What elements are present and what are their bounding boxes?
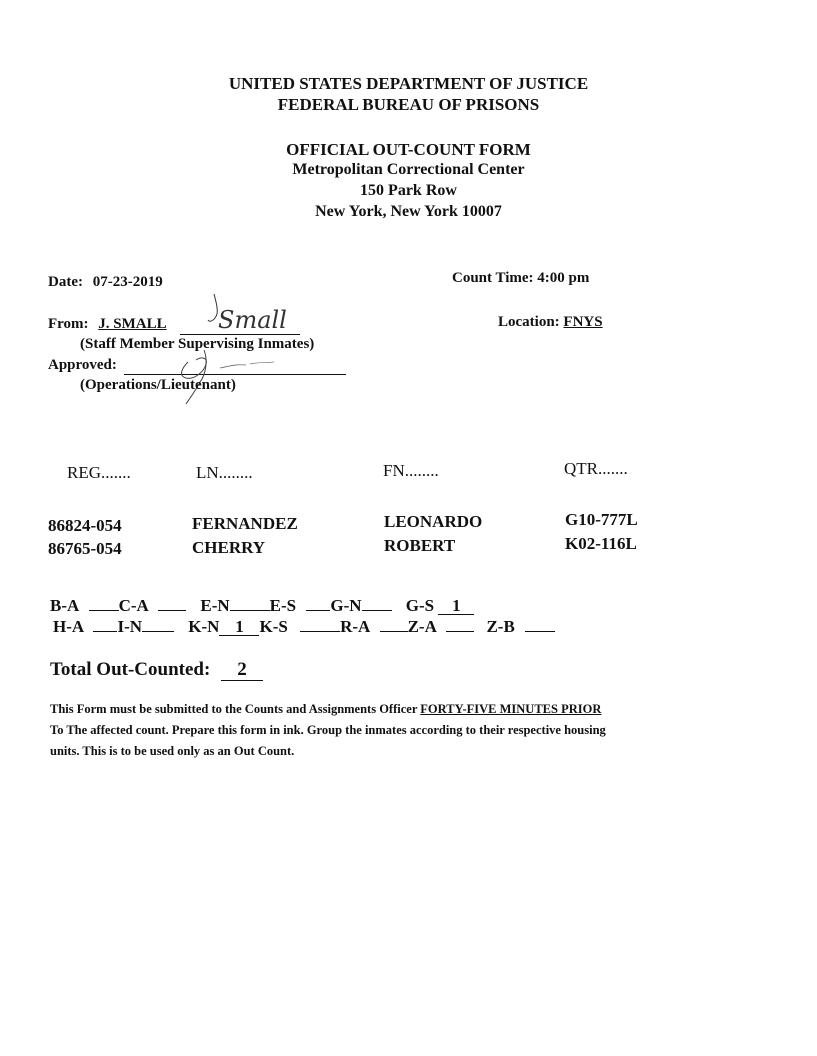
unit-label: R-A bbox=[340, 617, 370, 636]
unit-count bbox=[89, 594, 119, 611]
unit-label: B-A bbox=[50, 596, 79, 615]
unit-count bbox=[158, 594, 186, 611]
unit-count bbox=[300, 615, 340, 632]
facility-street: 150 Park Row bbox=[360, 182, 457, 199]
count-time-row bbox=[452, 270, 589, 287]
footer-line-1 bbox=[50, 702, 601, 717]
table-cell-qtr: K02-116L bbox=[565, 534, 637, 553]
from-label: From: bbox=[48, 316, 89, 332]
table-cell-fn: LEONARDO bbox=[384, 512, 483, 531]
approved-signature bbox=[160, 338, 310, 413]
total-row bbox=[50, 659, 263, 681]
approved-label: Approved: bbox=[48, 357, 117, 373]
from-value: J. SMALL bbox=[98, 316, 167, 332]
unit-label: G-S bbox=[405, 596, 435, 615]
from-signature-text: Small bbox=[218, 306, 287, 334]
footer-line-2: To The affected count. Prepare this form in ink. Group the inmates according to their respective housing bbox=[50, 723, 606, 737]
facility-name: Metropolitan Correctional Center bbox=[292, 161, 525, 178]
header-department: UNITED STATES DEPARTMENT OF JUSTICE bbox=[228, 74, 589, 93]
unit-count bbox=[93, 615, 117, 632]
unit-count bbox=[306, 594, 330, 611]
unit-label: E-N bbox=[200, 596, 230, 615]
unit-count bbox=[142, 615, 174, 632]
location-value: FNYS bbox=[563, 314, 603, 330]
unit-label: C-A bbox=[118, 596, 148, 615]
unit-count bbox=[446, 615, 474, 632]
date-row bbox=[48, 274, 163, 291]
unit-count bbox=[362, 594, 392, 611]
location-row bbox=[498, 314, 603, 331]
unit-count: 1 bbox=[438, 598, 474, 615]
unit-label: Z-A bbox=[407, 617, 436, 636]
table-cell-reg: 86824-054 bbox=[48, 516, 122, 535]
unit-label: K-S bbox=[259, 617, 288, 636]
facility-city: New York, New York 10007 bbox=[315, 203, 502, 220]
count-time-value: 4:00 pm bbox=[537, 270, 590, 286]
unit-label: K-N bbox=[188, 617, 220, 636]
column-fn: FN........ bbox=[383, 461, 439, 480]
column-reg: REG....... bbox=[67, 463, 131, 482]
total-value: 2 bbox=[221, 660, 263, 681]
unit-label: E-S bbox=[269, 596, 297, 615]
unit-count bbox=[525, 615, 555, 632]
date-value: 07-23-2019 bbox=[92, 274, 163, 290]
header-bureau: FEDERAL BUREAU OF PRISONS bbox=[277, 95, 540, 114]
unit-count bbox=[230, 594, 270, 611]
location-label: Location: bbox=[498, 314, 560, 330]
units-row-1 bbox=[50, 594, 474, 616]
table-cell-ln: CHERRY bbox=[192, 538, 266, 557]
total-label: Total Out-Counted: bbox=[50, 659, 211, 680]
footer-text: This Form must be submitted to the Counts and Assignments Officer bbox=[50, 702, 421, 716]
from-signature bbox=[200, 290, 310, 341]
unit-label: G-N bbox=[330, 596, 362, 615]
unit-label: I-N bbox=[117, 617, 143, 636]
unit-label: H-A bbox=[53, 617, 84, 636]
units-row-2 bbox=[53, 615, 555, 637]
column-qtr: QTR....... bbox=[564, 459, 628, 478]
footer-emphasis: FORTY-FIVE MINUTES PRIOR bbox=[420, 702, 602, 716]
from-row bbox=[48, 316, 167, 333]
form-title: OFFICIAL OUT-COUNT FORM bbox=[286, 140, 531, 159]
column-ln: LN........ bbox=[196, 463, 253, 482]
date-label: Date: bbox=[48, 274, 83, 290]
unit-count: 1 bbox=[219, 619, 259, 636]
table-cell-ln: FERNANDEZ bbox=[192, 514, 298, 533]
footer-line-3: units. This is to be used only as an Out Count. bbox=[50, 744, 295, 758]
table-cell-qtr: G10-777L bbox=[565, 510, 638, 529]
unit-count bbox=[380, 615, 408, 632]
count-time-label: Count Time: bbox=[452, 270, 534, 286]
table-cell-fn: ROBERT bbox=[384, 536, 456, 555]
table-cell-reg: 86765-054 bbox=[48, 539, 122, 558]
unit-label: Z-B bbox=[486, 617, 515, 636]
approved-caption: (Operations/Lieutenant) bbox=[80, 377, 236, 393]
from-caption: (Staff Member Supervising Inmates) bbox=[80, 336, 315, 352]
